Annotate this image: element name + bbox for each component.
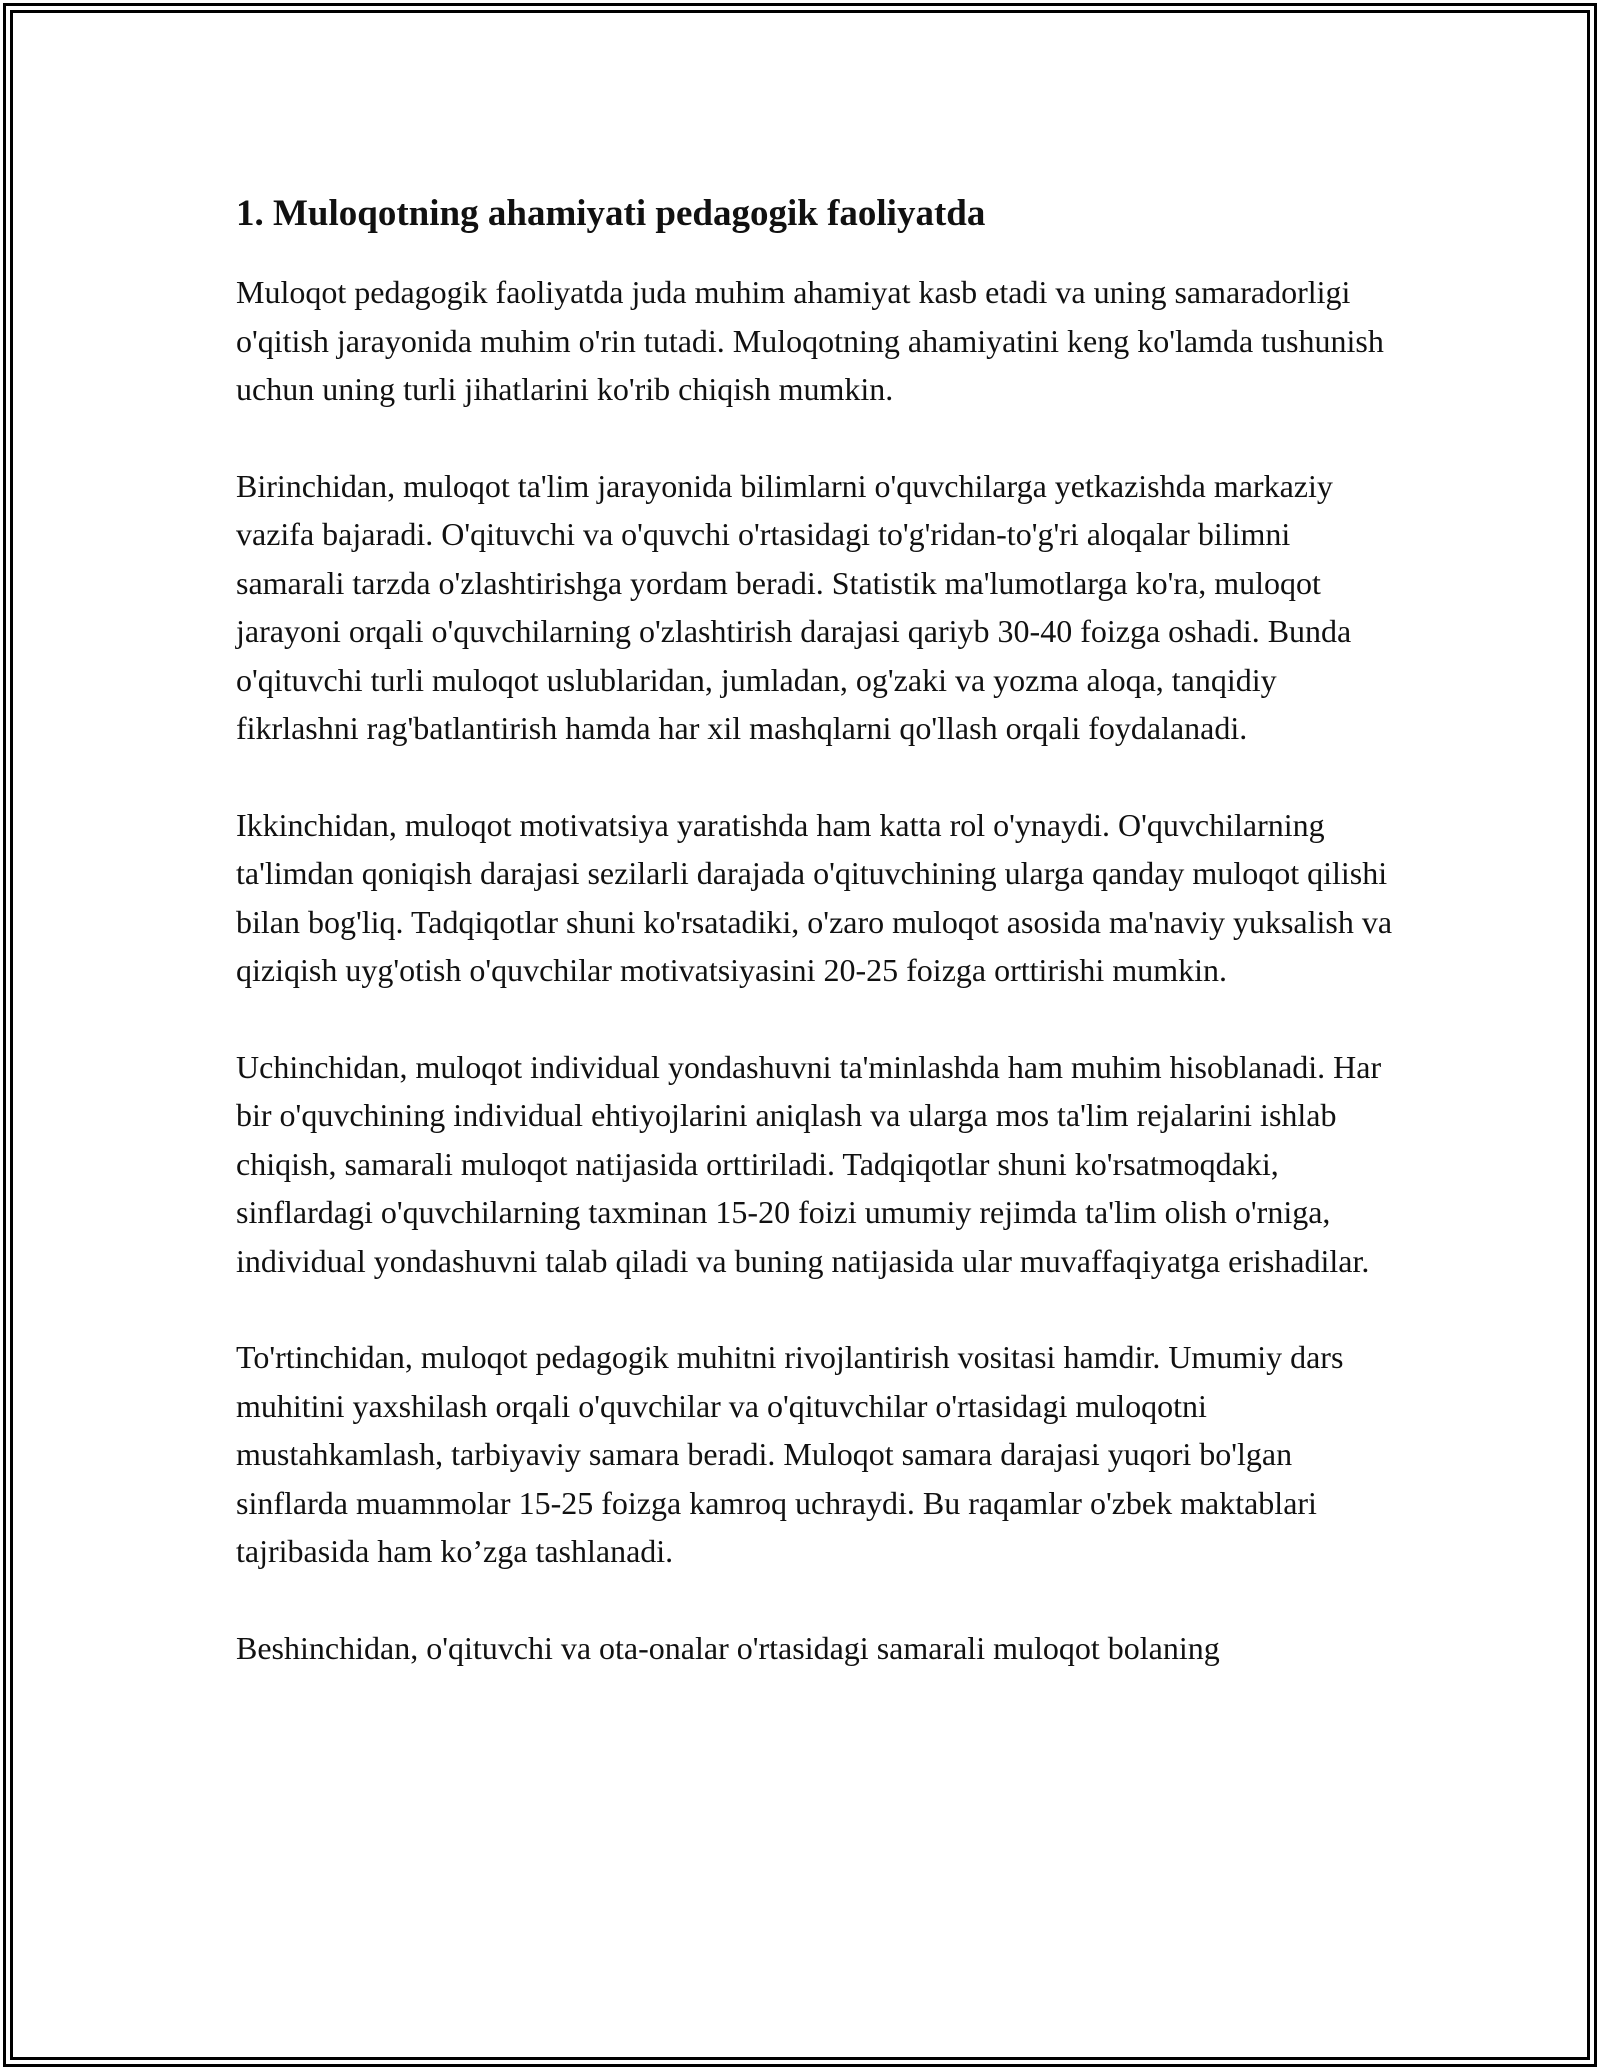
paragraph-second: Ikkinchidan, muloqot motivatsiya yaratishda ham katta rol o'ynaydi. O'quvchilarning ta'limdan qoniqish darajasi sezilarli darajada o'qituvchining ularga qanday muloqot qilishi bilan bog'liq. Tadqiqotlar shuni ko'rsatadiki, o'zaro muloqot asosida ma'naviy yuksalish va qiziqish uyg'otish o'quvchilar motivatsiyasini 20-25 foizga orttirishi mumkin. <box>236 806 1393 988</box>
paragraph-first: Birinchidan, muloqot ta'lim jarayonida bilimlarni o'quvchilarga yetkazishda markaziy vazifa bajaradi. O'qituvchi va o'quvchi o'rtasidagi to'g'ridan-to'g'ri aloqalar bilimni samarali tarzda o'zlashtirishga yordam beradi. Statistik ma'lumotlarga ko'ra, muloqot jarayoni orqali o'quvchilarning o'zlashtirish darajasi qariyb 30-40 foizga oshadi. Bunda o'qituvchi turli muloqot uslublaridan, jumladan, og'zaki va yozma aloqa, tanqidiy fikrlashni rag'batlantirish hamda har xil mashqlarni qo'llash orqali foydalanadi. <box>236 467 1352 746</box>
paragraph-third: Uchinchidan, muloqot individual yondashuvni ta'minlashda ham muhim hisoblanadi. Har bir o'quvchining individual ehtiyojlarini aniqlash va ularga mos ta'lim rejalarini ishlab chiqish, samarali muloqot natijasida orttiriladi. Tadqiqotlar shuni ko'rsatmoqdaki, sinflardagi o'quvchilarning taxminan 15-20 foizi umumiy rejimda ta'lim olish o'rniga, individual yondashuvni talab qiladi va buning natijasida ular muvaffaqiyatga erishadilar. <box>236 1048 1382 1279</box>
document-body <box>236 186 1396 1672</box>
paragraph-fifth: Beshinchidan, o'qituvchi va ota-onalar o'rtasidagi samarali muloqot bolaning <box>236 1629 1220 1666</box>
section-heading: 1. Muloqotning ahamiyati pedagogik faoliyatda <box>236 193 986 234</box>
paragraph-intro: Muloqot pedagogik faoliyatda juda muhim ahamiyat kasb etadi va uning samaradorligi o'qitish jarayonida muhim o'rin tutadi. Muloqotning ahamiyatini keng ko'lamda tushunish uchun uning turli jihatlarini ko'rib chiqish mumkin. <box>236 274 1384 407</box>
paragraph-fourth: To'rtinchidan, muloqot pedagogik muhitni rivojlantirish vositasi hamdir. Umumiy dars muhitini yaxshilash orqali o'quvchilar va o'qituvchilar o'rtasidagi muloqotni mustahkamlash, tarbiyaviy samara beradi. Muloqot samara darajasi yuqori bo'lgan sinflarda muammolar 15-25 foizga kamroq uchraydi. Bu raqamlar o'zbek maktablari tajribasida ham ko’zga tashlanadi. <box>236 1339 1344 1569</box>
